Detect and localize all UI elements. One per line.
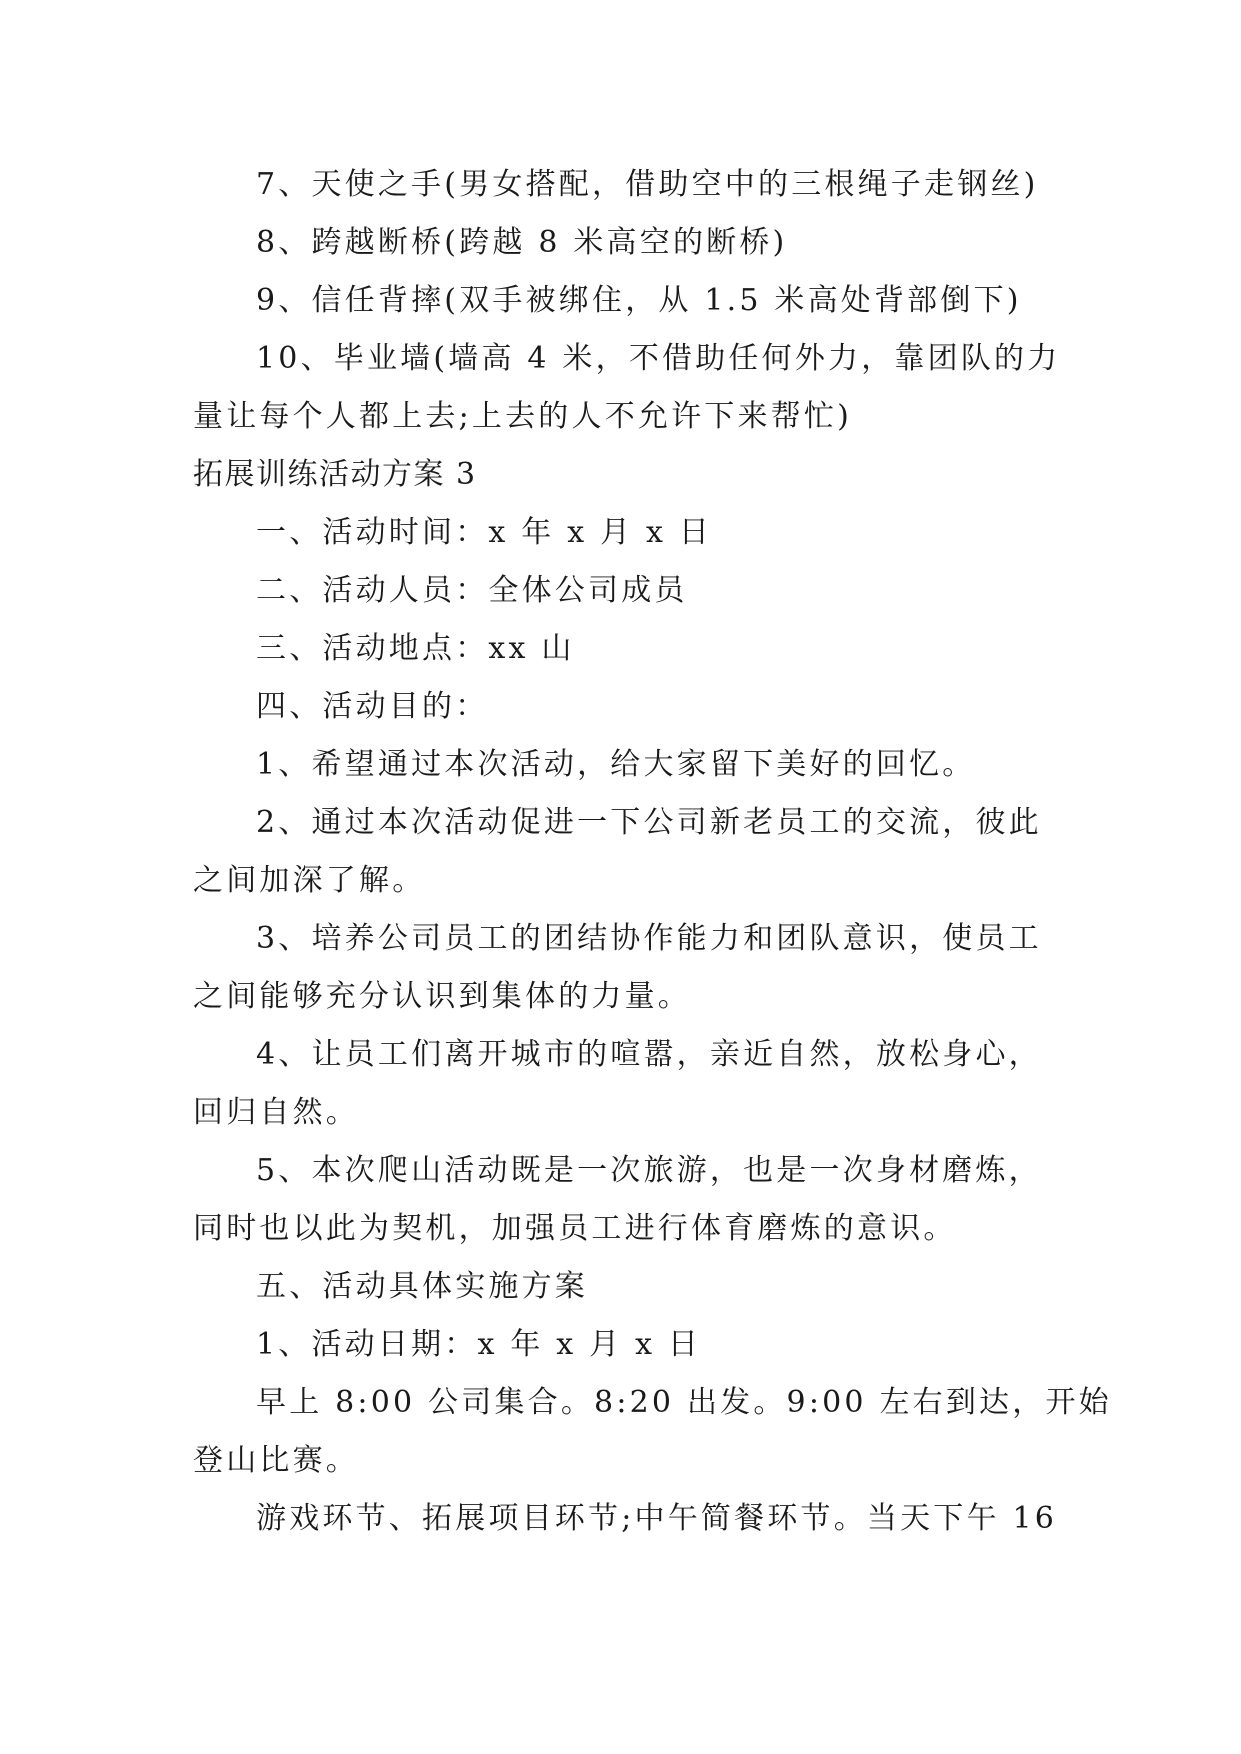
text-line-purpose-4: 4、让员工们离开城市的喧嚣，亲近自然，放松身心， (256, 1037, 1042, 1072)
text-line-activity-people: 二、活动人员：全体公司成员 (256, 573, 688, 608)
text-line-purpose-5-cont: 同时也以此为契机，加强员工进行体育磨炼的意识。 (193, 1211, 957, 1246)
text-line-purpose-1: 1、希望通过本次活动，给大家留下美好的回忆。 (256, 747, 976, 782)
text-line-activity-purpose: 四、活动目的： (256, 689, 489, 724)
text-line-activity-location: 三、活动地点：xx 山 (256, 631, 575, 666)
text-line-plan-heading: 五、活动具体实施方案 (256, 1269, 588, 1304)
text-line-purpose-4-cont: 回归自然。 (193, 1095, 359, 1130)
text-line-schedule-cont: 登山比赛。 (193, 1443, 359, 1478)
text-line-purpose-2-cont: 之间加深了解。 (193, 863, 426, 898)
text-line-item-9: 9、信任背摔(双手被绑住，从 1.5 米高处背部倒下) (256, 283, 1022, 318)
text-line-schedule: 早上 8:00 公司集合。8:20 出发。9:00 左右到达，开始 (256, 1385, 1112, 1420)
text-line-purpose-2: 2、通过本次活动促进一下公司新老员工的交流，彼此 (256, 805, 1042, 840)
text-line-item-10-cont: 量让每个人都上去;上去的人不允许下来帮忙) (193, 399, 853, 434)
text-line-item-7: 7、天使之手(男女搭配，借助空中的三根绳子走钢丝) (256, 167, 1039, 202)
text-line-activity-time: 一、活动时间：x 年 x 月 x 日 (256, 515, 713, 550)
text-line-item-8: 8、跨越断桥(跨越 8 米高空的断桥) (256, 225, 788, 260)
section-heading: 拓展训练活动方案 3 (193, 457, 477, 492)
text-line-purpose-3-cont: 之间能够充分认识到集体的力量。 (193, 979, 691, 1014)
text-line-plan-date: 1、活动日期：x 年 x 月 x 日 (256, 1327, 702, 1362)
text-line-purpose-5: 5、本次爬山活动既是一次旅游，也是一次身材磨炼， (256, 1153, 1042, 1188)
text-line-item-10: 10、毕业墙(墙高 4 米，不借助任何外力，靠团队的力 (256, 341, 1061, 376)
document-body (193, 156, 1112, 1548)
text-line-games: 游戏环节、拓展项目环节;中午简餐环节。当天下午 16 (256, 1501, 1058, 1536)
text-line-purpose-3: 3、培养公司员工的团结协作能力和团队意识，使员工 (256, 921, 1042, 956)
